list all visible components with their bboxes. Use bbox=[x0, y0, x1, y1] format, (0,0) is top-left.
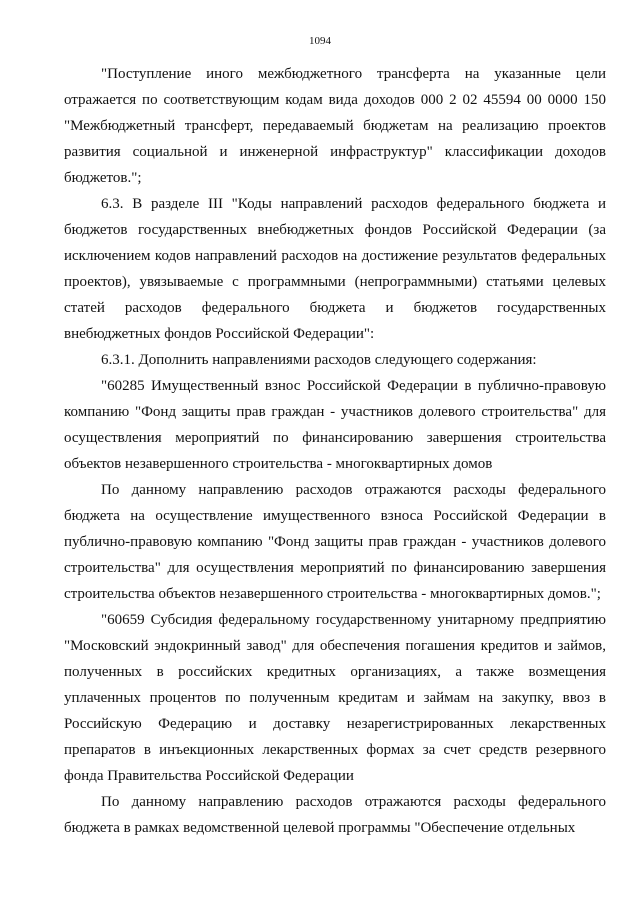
paragraph-revenue-reflection: "Поступление иного межбюджетного трансферта на указанные цели отражается по соответствующим кодам вида доходов 000 2 02 45594 00 0000 150 "Межбюджетный трансферт, передаваемый бюджетам на реализацию проектов развития социальной и инженерной инфраструктур" классификации доходов бюджетов."; bbox=[64, 66, 606, 186]
paragraph-section-6-3-1: 6.3.1. Дополнить направлениями расходов следующего содержания: bbox=[101, 352, 537, 368]
paragraph-section-6-3: 6.3. В разделе III "Коды направлений расходов федерального бюджета и бюджетов государственных внебюджетных фондов Российской Федерации (за исключением кодов направлений расходов на достижение результатов федеральных проектов), увязываемые с программными (непрограммными) статьями целевых статей расходов федерального бюджета и бюджетов государственных внебюджетных фондов Российской Федерации": bbox=[64, 196, 606, 342]
document-body bbox=[64, 61, 606, 841]
page-number: 1094 bbox=[309, 35, 331, 47]
paragraph-code-60285: "60285 Имущественный взнос Российской Федерации в публично-правовую компанию "Фонд защиты прав граждан - участников долевого строительства" для осуществления мероприятий по финансированию завершения строительства объектов незавершенного строительства - многоквартирных домов bbox=[64, 378, 606, 472]
paragraph-code-60659: "60659 Субсидия федеральному государственному унитарному предприятию "Московский эндокринный завод" для обеспечения погашения кредитов и займов, полученных в российских кредитных организациях, а также возмещения уплаченных процентов по полученным кредитам и займам на закупку, ввоз в Российскую Федерацию и доставку незарегистрированных лекарственных препаратов в инъекционных лекарственных формах за счет средств резервного фонда Правительства Российской Федерации bbox=[64, 612, 606, 784]
paragraph-code-60659-description: По данному направлению расходов отражаются расходы федерального бюджета в рамках ведомственной целевой программы "Обеспечение отдельных bbox=[64, 794, 606, 836]
paragraph-code-60285-description: По данному направлению расходов отражаются расходы федерального бюджета на осуществление имущественного взноса Российской Федерации в публично-правовую компанию "Фонд защиты прав граждан - участников долевого строительства" для осуществления мероприятий по финансированию завершения строительства объектов незавершенного строительства - многоквартирных домов."; bbox=[64, 482, 606, 602]
